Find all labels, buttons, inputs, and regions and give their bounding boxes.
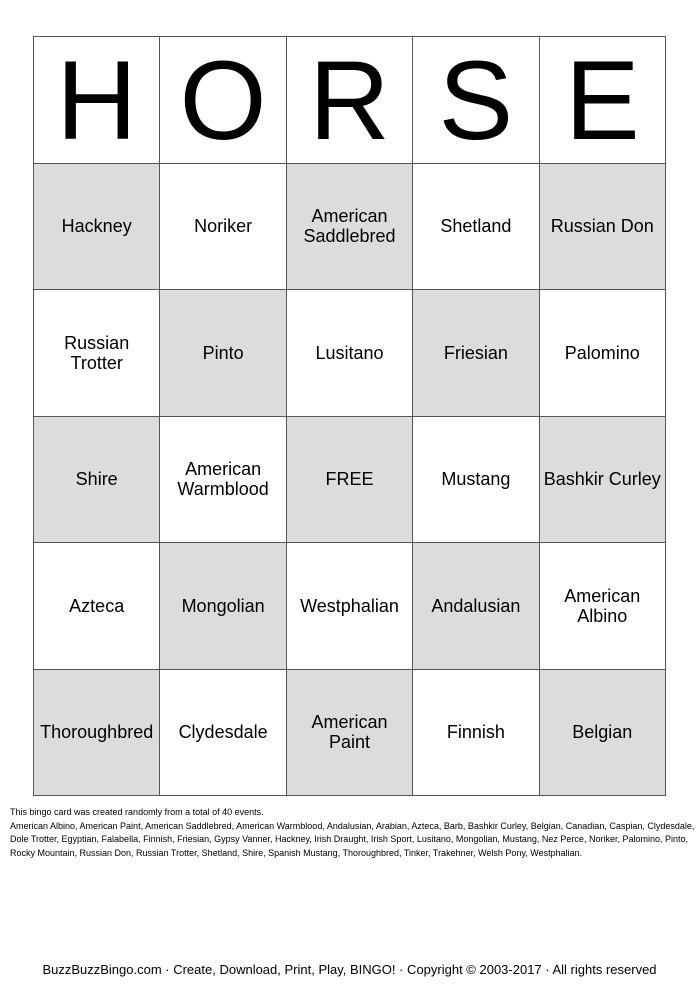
bingo-cell: Lusitano xyxy=(287,290,413,417)
bingo-cell: Friesian xyxy=(413,290,539,417)
header-letter-r: R xyxy=(287,37,413,164)
bingo-cell: Finnish xyxy=(413,670,539,797)
bingo-cell: American Warmblood xyxy=(160,417,286,544)
bingo-cell: Clydesdale xyxy=(160,670,286,797)
note-intro: This bingo card was created randomly from a total of 40 events. xyxy=(10,807,264,817)
bingo-cell: Belgian xyxy=(540,670,666,797)
header-letter-e: E xyxy=(540,37,666,164)
bingo-cell: Palomino xyxy=(540,290,666,417)
header-letter-s: S xyxy=(413,37,539,164)
bingo-cell: Russian Don xyxy=(540,164,666,291)
bingo-cell: Mongolian xyxy=(160,543,286,670)
bingo-card-grid xyxy=(33,36,666,796)
bingo-cell: Thoroughbred xyxy=(34,670,160,797)
bingo-cell: American Saddlebred xyxy=(287,164,413,291)
bingo-cell: Westphalian xyxy=(287,543,413,670)
bingo-cell: American Albino xyxy=(540,543,666,670)
bingo-cell: Pinto xyxy=(160,290,286,417)
page-footer: BuzzBuzzBingo.com · Create, Download, Print, Play, BINGO! · Copyright © 2003-2017 · All rights reserved xyxy=(42,962,657,977)
free-space-cell: FREE xyxy=(287,417,413,544)
bingo-cell: Andalusian xyxy=(413,543,539,670)
bingo-cell: Mustang xyxy=(413,417,539,544)
header-letter-o: O xyxy=(160,37,286,164)
bingo-cell: Azteca xyxy=(34,543,160,670)
event-list-note xyxy=(10,806,695,860)
note-events: American Albino, American Paint, American Saddlebred, American Warmblood, Andalusian, Arabian, Azteca, Barb, Bashkir Curley, Belgian, Canadian, Caspian, Clydesdale, Dole Trotter, Egyptian, Falabella, Finnish, Friesian, Gypsy Vanner, Hackney, Irish Draught, Irish Sport, Lusitano, Mongolian, Mustang, Nez Perce, Noriker, Palomino, Pinto, Rocky Mountain, Russian Don, Russian Trotter, Shetland, Shire, Spanish Mustang, Thoroughbred, Tinker, Trakehner, Welsh Pony, Westphalian. xyxy=(10,820,695,858)
bingo-cell: Russian Trotter xyxy=(34,290,160,417)
bingo-cell: Shire xyxy=(34,417,160,544)
bingo-cell: Bashkir Curley xyxy=(540,417,666,544)
bingo-cell: American Paint xyxy=(287,670,413,797)
bingo-cell: Hackney xyxy=(34,164,160,291)
header-letter-h: H xyxy=(34,37,160,164)
bingo-cell: Noriker xyxy=(160,164,286,291)
bingo-cell: Shetland xyxy=(413,164,539,291)
